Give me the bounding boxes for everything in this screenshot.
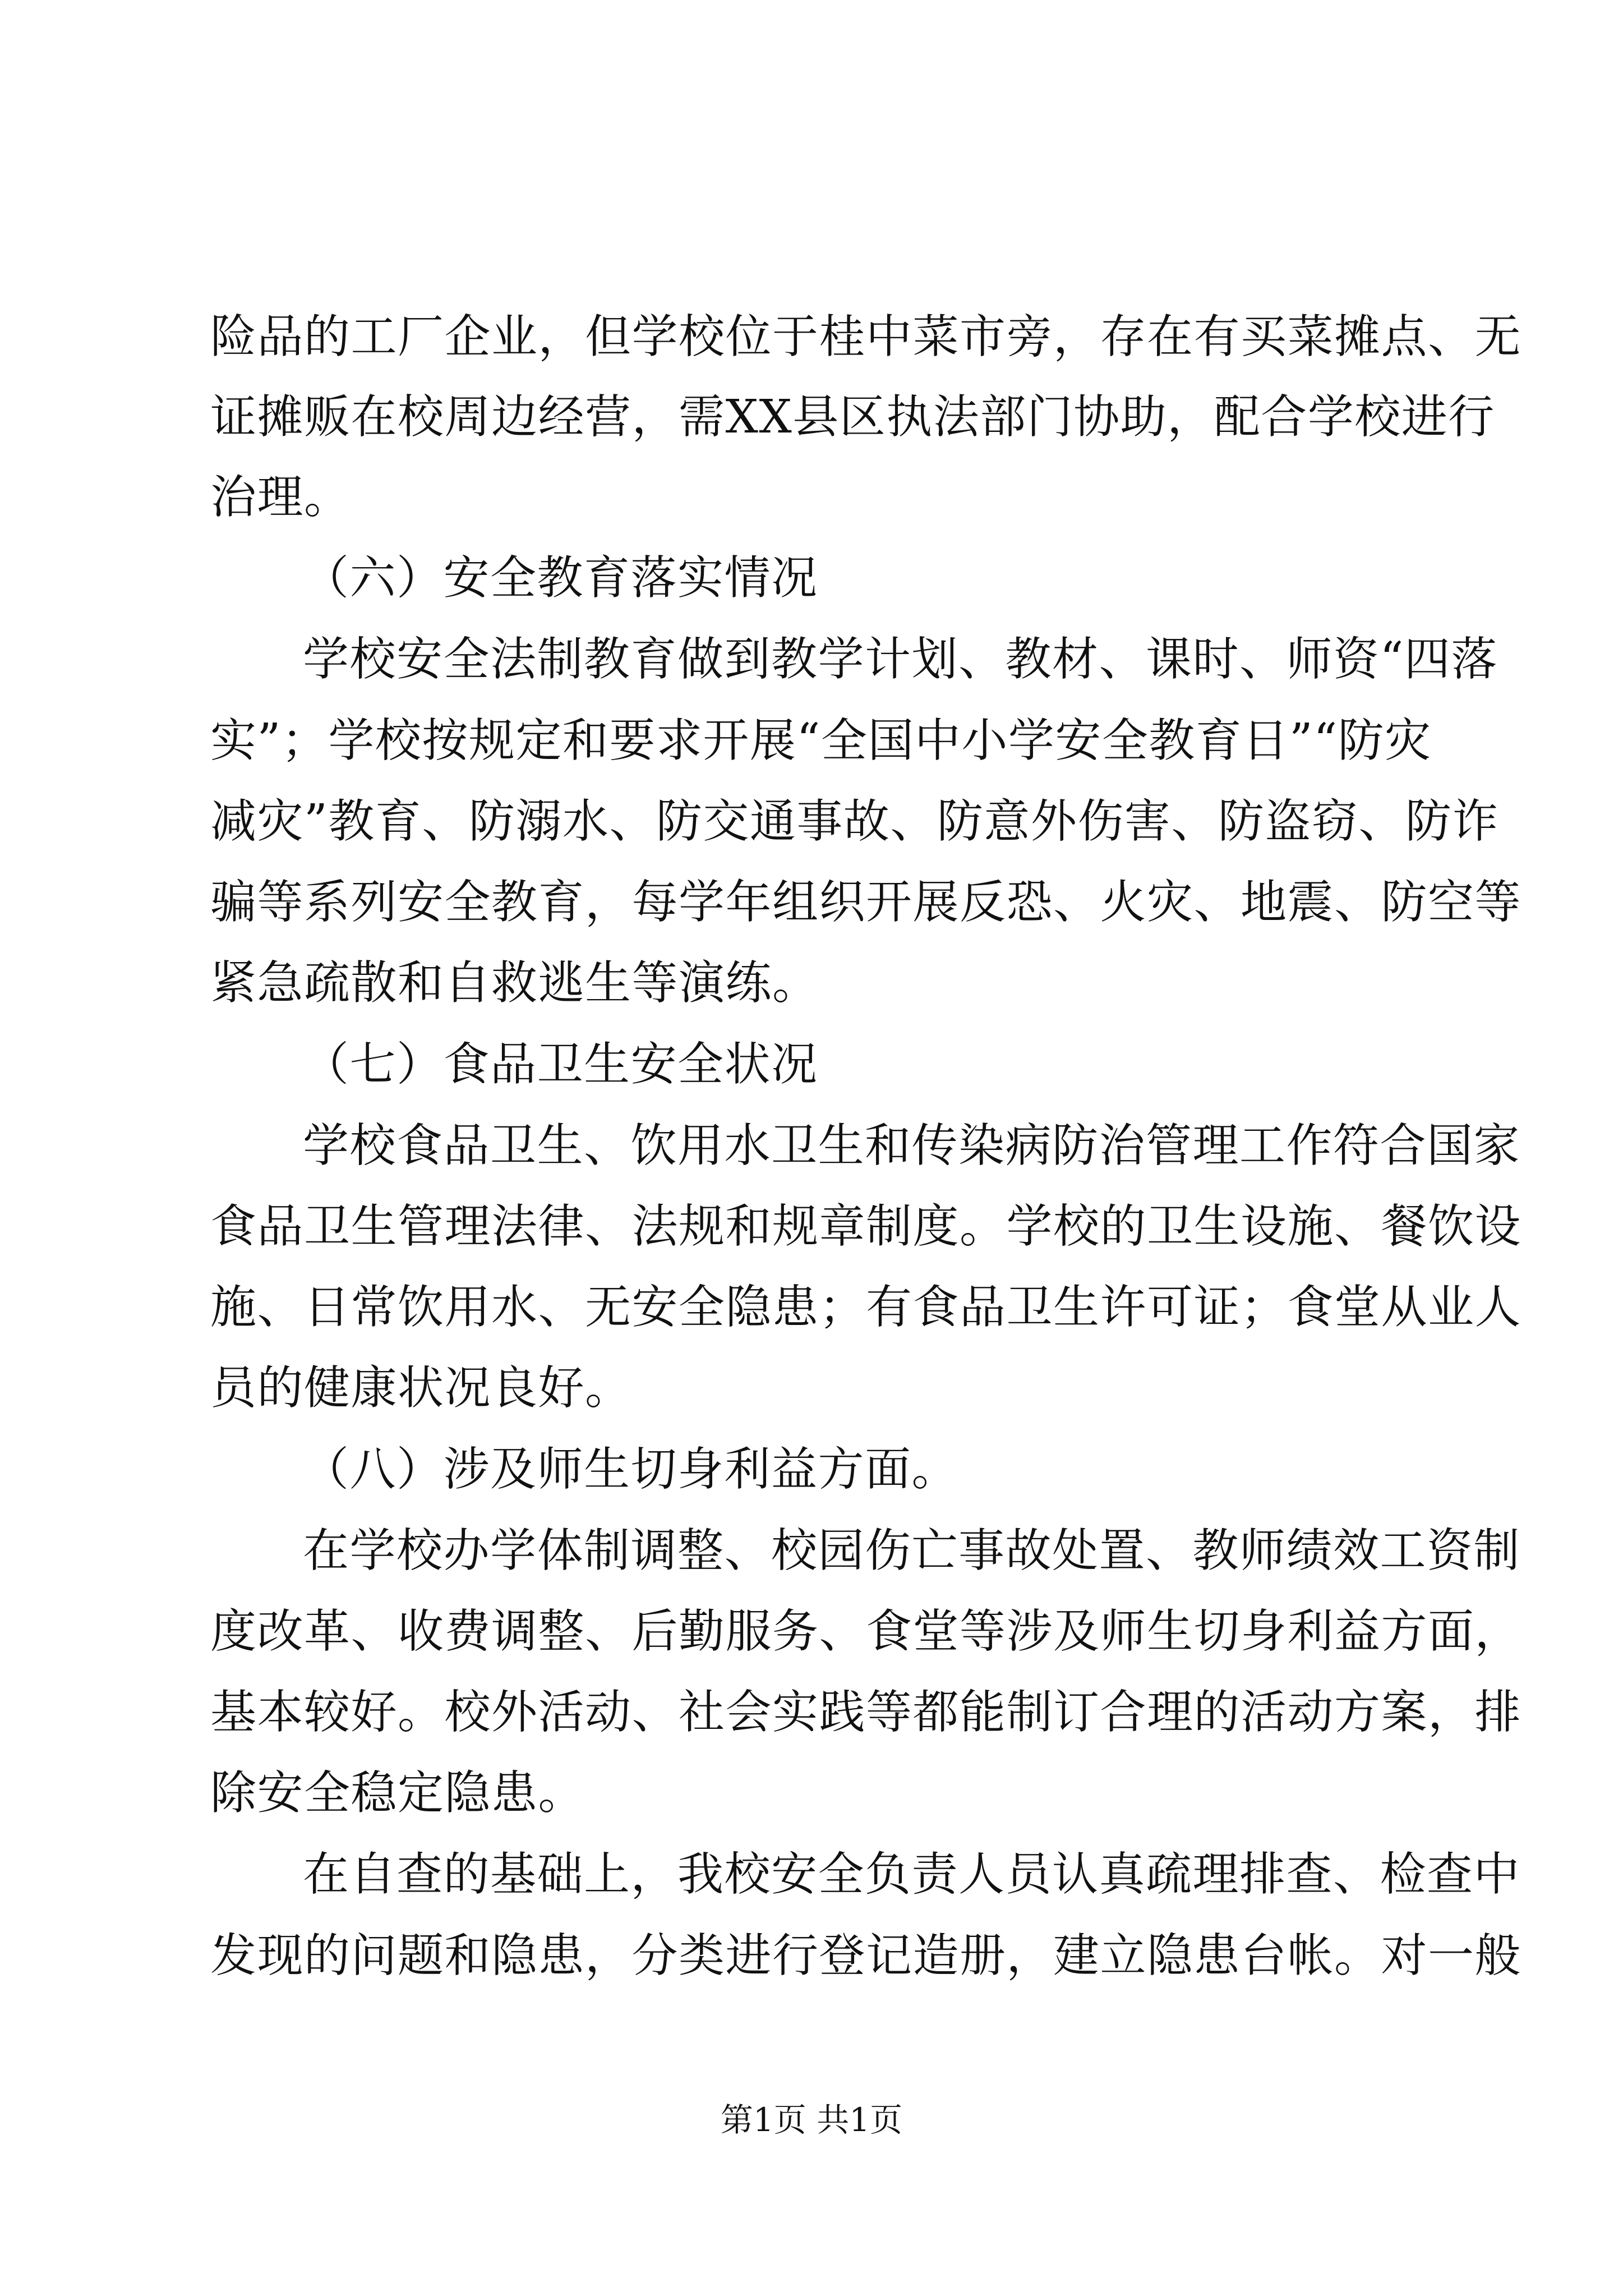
body-line: 除安全稳定隐患。 bbox=[210, 1766, 585, 1820]
body-line: 度改革、收费调整、后勤服务、食堂等涉及师生切身利益方面， bbox=[210, 1605, 1522, 1658]
body-line: 实”；学校按规定和要求开展“全国中小学安全教育日”“防灾 bbox=[210, 714, 1432, 767]
page-footer: 第1页 共1页 bbox=[720, 2101, 903, 2139]
body-line: 在学校办学体制调整、校园伤亡事故处置、教师绩效工资制 bbox=[303, 1524, 1521, 1577]
body-line: 学校食品卫生、饮用水卫生和传染病防治管理工作符合国家 bbox=[303, 1119, 1521, 1172]
body-line: 证摊贩在校周边经营，需XX县区执法部门协助，配合学校进行 bbox=[210, 390, 1495, 444]
body-line: 施、日常饮用水、无安全隐患；有食品卫生许可证；食堂从业人 bbox=[210, 1281, 1522, 1334]
body-line: 学校安全法制教育做到教学计划、教材、课时、师资“四落 bbox=[303, 633, 1498, 686]
body-line: 减灾”教育、防溺水、防交通事故、防意外伤害、防盗窃、防诈 bbox=[210, 795, 1499, 848]
body-line: 发现的问题和隐患，分类进行登记造册，建立隐患台帐。对一般 bbox=[210, 1929, 1522, 1982]
body-line: 险品的工厂企业，但学校位于桂中菜市旁，存在有买菜摊点、无 bbox=[210, 310, 1522, 364]
body-line: 在自查的基础上，我校安全负责人员认真疏理排查、检查中 bbox=[303, 1848, 1521, 1901]
body-line: 治理。 bbox=[210, 471, 351, 524]
section-heading: （七）食品卫生安全状况 bbox=[303, 1038, 818, 1091]
section-heading: （八）涉及师生切身利益方面。 bbox=[303, 1443, 959, 1496]
section-heading: （六）安全教育落实情况 bbox=[303, 551, 818, 605]
body-line: 员的健康状况良好。 bbox=[210, 1361, 632, 1415]
body-line: 基本较好。校外活动、社会实践等都能制订合理的活动方案，排 bbox=[210, 1686, 1522, 1739]
body-line: 食品卫生管理法律、法规和规章制度。学校的卫生设施、餐饮设 bbox=[210, 1200, 1522, 1253]
body-line: 紧急疏散和自救逃生等演练。 bbox=[210, 956, 819, 1010]
body-line: 骗等系列安全教育，每学年组织开展反恐、火灾、地震、防空等 bbox=[210, 876, 1522, 929]
